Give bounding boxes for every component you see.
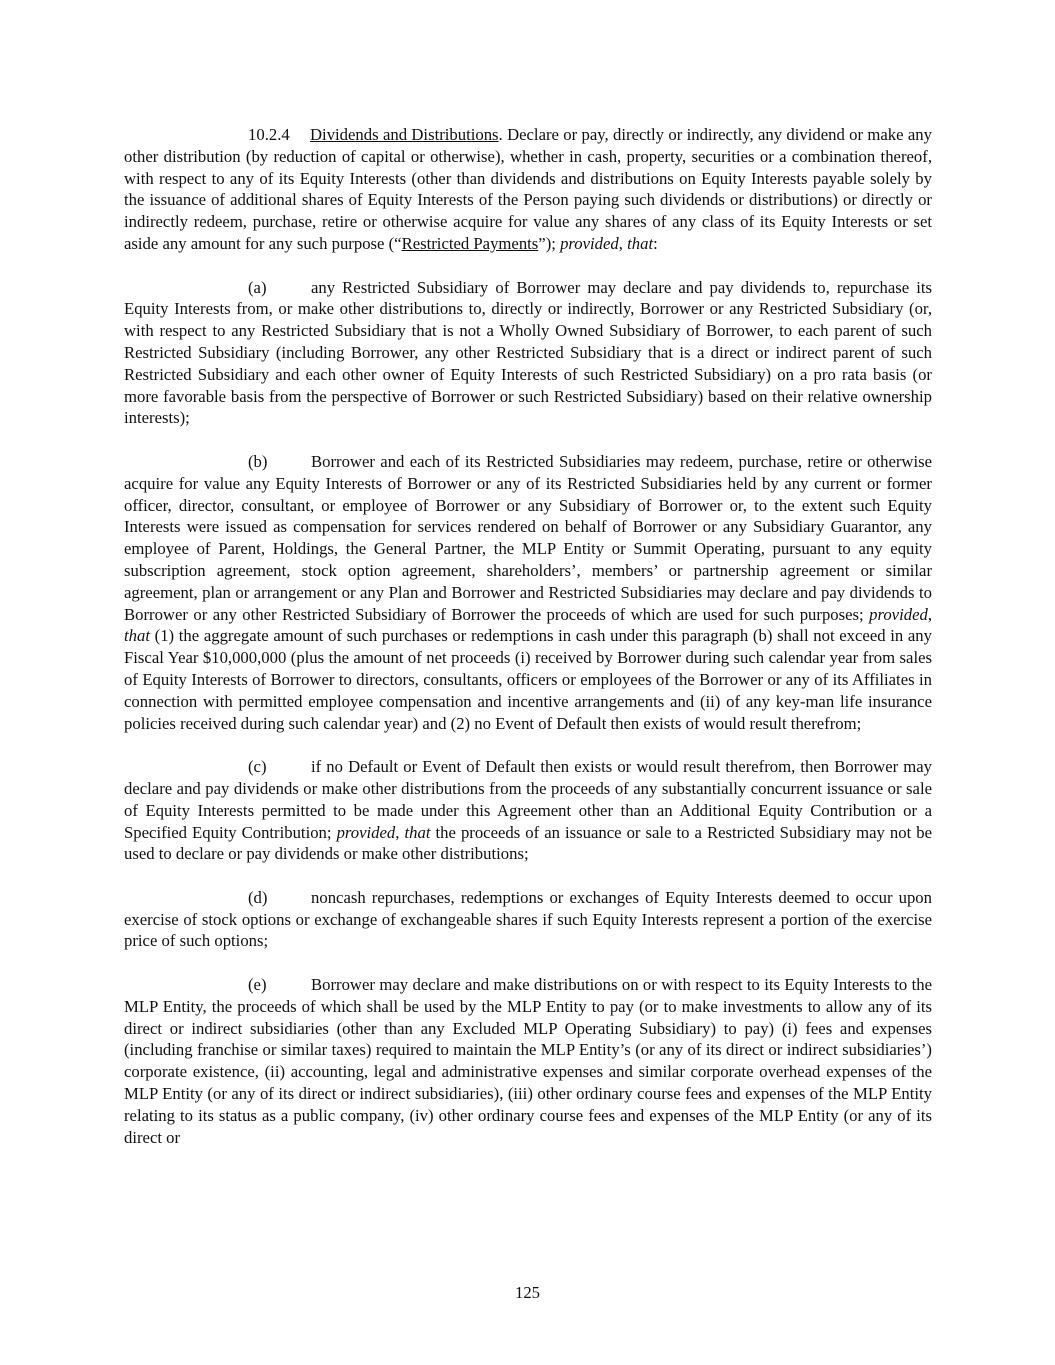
clause-label: (b) — [248, 451, 268, 471]
that-italic: that — [404, 822, 431, 842]
section-text: . Declare or pay, directly or indirectly, any dividend or make any other distribution (by reduction of capital or otherwise), whether in cash, property, securities or a combination thereof, with respect to any of its Equity Interests (other than dividends and distributions on Equity Interests payable solely by the issuance of additional shares of Equity Interests of the Person paying such dividends or distributions) or directly or indirectly redeem, purchase, retire or otherwise acquire for value any shares of any class of its Equity Interests or set aside any amount for any such purpose (“ — [124, 125, 932, 253]
clause-e — [124, 974, 932, 1148]
that-italic: that — [124, 626, 150, 646]
clause-d — [124, 887, 932, 952]
section-heading: Dividends and Distributions — [310, 125, 499, 144]
clause-label: (c) — [248, 757, 267, 777]
clause-label: (a) — [248, 277, 267, 297]
clause-text: noncash repurchases, redemptions or exchanges of Equity Interests deemed to occur upon exercise of stock options or exchange of exchangeable shares if such Equity Interests represent a portion of the exercise price of such options; — [124, 887, 932, 951]
document-page — [124, 124, 932, 1170]
provided-italic: provided — [560, 233, 619, 253]
provided-italic: provided — [336, 822, 396, 842]
defined-term: Restricted Payments — [401, 233, 539, 253]
provided-italic: provided — [869, 604, 928, 624]
clause-label: (e) — [248, 975, 267, 995]
section-number: 10.2.4 — [248, 125, 290, 144]
clause-text: if no Default or Event of Default then exists or would result therefrom, then Borrower may declare and pay dividends or make other distributions from the proceeds of any substantially concurrent issuance or sale of Equity Interests permitted to be made under this Agreement other than an Additional Equity Contribution or a Specified Equity Contribution; — [124, 757, 932, 842]
clause-text: the proceeds of an issuance or sale to a Restricted Subsidiary may not be used to declare or pay dividends or make other distributions; — [124, 822, 933, 864]
clause-text: (1) the aggregate amount of such purchases or redemptions in cash under this paragraph (b) shall not exceed in any Fiscal Year $10,000,000 (plus the amount of net proceeds (i) received by Borrower during such calendar year from sales of Equity Interests of Borrower to directors, consultants, officers or employees of the Borrower or any of its Affiliates in connection with permitted employee compensation and incentive arrangements and (ii) of any key-man life insurance policies received during such calendar year) and (2) no Event of Default then exists of would result therefrom; — [124, 626, 932, 733]
page-number: 125 — [514, 1283, 541, 1302]
section-10-2-4-paragraph — [124, 124, 932, 255]
clause-comma: , — [395, 822, 405, 842]
clause-label: (d) — [248, 887, 268, 907]
clause-text: Borrower may declare and make distributions on or with respect to its Equity Interests to the MLP Entity, the proceeds of which shall be used by the MLP Entity to pay (or to make investments to allow any of its direct or indirect subsidiaries (other than any Excluded MLP Operating Subsidiary) to pay) (i) fees and expenses (including franchise or similar taxes) required to maintain the MLP Entity’s (or any of its direct or indirect subsidiaries’) corporate existence, (ii) accounting, legal and administrative expenses and similar corporate overhead expenses of the MLP Entity (or any of its direct or indirect subsidiaries), (iii) other ordinary course fees and expenses of the MLP Entity relating to its status as a public company, (iv) other ordinary course fees and expenses of the MLP Entity (or any of its direct or — [124, 975, 932, 1147]
clause-text: any Restricted Subsidiary of Borrower may declare and pay dividends to, repurchase its Equity Interests from, or make other distributions to, directly or indirectly, Borrower or any Restricted Subsidiary (or, with respect to any Restricted Subsidiary that is not a Wholly Owned Subsidiary of Borrower, to each parent of such Restricted Subsidiary (including Borrower, any other Restricted Subsidiary that is a direct or indirect parent of such Restricted Subsidiary and each other owner of Equity Interests of such Restricted Subsidiary) on a pro rata basis (or more favorable basis from the perspective of Borrower or such Restricted Subsidiary) based on their relative ownership interests); — [124, 277, 932, 428]
clause-b — [124, 451, 932, 734]
clause-c — [124, 756, 932, 865]
that-italic: that — [627, 233, 654, 253]
section-comma: , — [618, 233, 628, 253]
clause-comma: , — [927, 604, 932, 624]
section-text-after-term: ”); — [538, 233, 561, 253]
clause-text: Borrower and each of its Restricted Subsidiaries may redeem, purchase, retire or otherwise acquire for value any Equity Interests of Borrower or any of its Restricted Subsidiaries held by any current or former officer, director, consultant, or employee of Borrower or any Subsidiary of Borrower or, to the extent such Equity Interests were issued as compensation for services rendered on behalf of Borrower or any Subsidiary Guarantor, any employee of Parent, Holdings, the General Partner, the MLP Entity or Summit Operating, pursuant to any equity subscription agreement, stock option agreement, shareholders’, members’ or partnership agreement or similar agreement, plan or arrangement or any Plan and Borrower and Restricted Subsidiaries may declare and pay dividends to Borrower or any other Restricted Subsidiary of Borrower the proceeds of which are used for such purposes; — [124, 451, 932, 624]
clause-a — [124, 277, 932, 430]
section-colon: : — [653, 233, 658, 253]
